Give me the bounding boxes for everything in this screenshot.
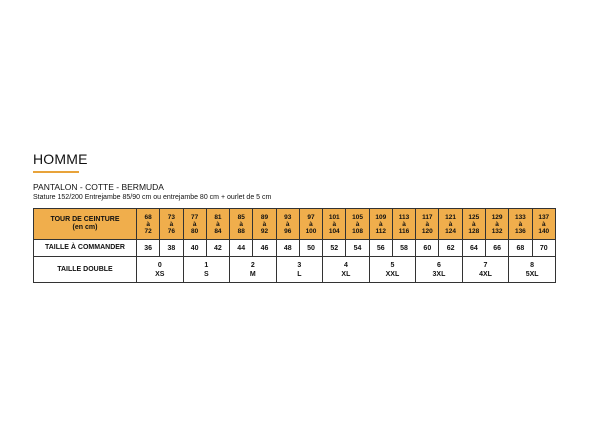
order-size-cell: 40 bbox=[183, 240, 206, 257]
waist-range-sep: à bbox=[541, 220, 546, 228]
order-size-cell: 42 bbox=[206, 240, 229, 257]
double-size-num: 1 bbox=[204, 261, 209, 269]
waist-range-sep: à bbox=[309, 220, 313, 228]
waist-range-sep: à bbox=[518, 220, 523, 228]
waist-range-to: 116 bbox=[398, 227, 410, 235]
waist-range-to: 140 bbox=[538, 227, 550, 235]
waist-range-from: 93 bbox=[284, 213, 292, 221]
waist-range-to: 132 bbox=[491, 227, 503, 235]
waist-range-sep: à bbox=[402, 220, 406, 228]
waist-label-line2: (en cm) bbox=[72, 224, 98, 231]
order-size-cell: 36 bbox=[137, 240, 160, 257]
order-size-cell: 64 bbox=[462, 240, 485, 257]
waist-range-cell bbox=[346, 209, 369, 240]
order-size-cell: 46 bbox=[253, 240, 276, 257]
double-size-size: S bbox=[203, 270, 209, 278]
double-size-cell bbox=[509, 257, 556, 283]
waist-range-from: 125 bbox=[468, 213, 480, 221]
double-size-size: 4XL bbox=[479, 270, 492, 278]
order-label: TAILLE À COMMANDER bbox=[34, 240, 137, 257]
waist-range-to: 76 bbox=[167, 227, 176, 235]
order-size-cell: 60 bbox=[416, 240, 439, 257]
waist-range-cell bbox=[276, 209, 299, 240]
waist-range-to: 92 bbox=[260, 227, 269, 235]
order-size-cell: 38 bbox=[160, 240, 183, 257]
waist-range-cell bbox=[206, 209, 229, 240]
waist-range-cell bbox=[416, 209, 439, 240]
double-size-cell bbox=[230, 257, 277, 283]
order-size-cell: 70 bbox=[532, 240, 555, 257]
double-size-cell bbox=[137, 257, 184, 283]
waist-range-from: 97 bbox=[307, 213, 315, 221]
waist-range-cell bbox=[299, 209, 322, 240]
waist-range-from: 89 bbox=[260, 213, 269, 221]
waist-range-from: 73 bbox=[167, 213, 176, 221]
double-label: TAILLE DOUBLE bbox=[34, 257, 137, 283]
order-size-cell: 54 bbox=[346, 240, 369, 257]
title-underline bbox=[33, 171, 79, 173]
waist-range-sep: à bbox=[285, 220, 290, 228]
waist-range-to: 128 bbox=[468, 227, 480, 235]
waist-range-sep: à bbox=[262, 220, 267, 228]
waist-range-from: 77 bbox=[191, 213, 199, 221]
waist-range-from: 133 bbox=[514, 213, 526, 221]
waist-range-sep: à bbox=[332, 220, 337, 228]
double-size-num: 5 bbox=[390, 261, 395, 269]
waist-range-sep: à bbox=[448, 220, 453, 228]
double-size-cell bbox=[369, 257, 416, 283]
waist-range-sep: à bbox=[355, 220, 360, 228]
order-size-cell: 52 bbox=[323, 240, 346, 257]
double-size-size: 5XL bbox=[525, 270, 539, 278]
waist-range-to: 84 bbox=[214, 227, 222, 235]
size-table bbox=[33, 208, 556, 283]
waist-range-from: 101 bbox=[328, 213, 340, 221]
double-size-cell bbox=[183, 257, 230, 283]
waist-label-line1: TOUR DE CEINTURE bbox=[50, 216, 120, 223]
double-size-cell bbox=[276, 257, 323, 283]
waist-range-to: 88 bbox=[237, 227, 245, 235]
waist-range-from: 68 bbox=[144, 213, 152, 221]
order-size-cell: 44 bbox=[230, 240, 253, 257]
waist-range-from: 113 bbox=[398, 213, 410, 221]
waist-range-cell bbox=[323, 209, 346, 240]
double-size-num: 8 bbox=[530, 261, 535, 269]
waist-range-from: 109 bbox=[375, 213, 387, 221]
double-size-size: M bbox=[249, 270, 256, 278]
waist-range-to: 112 bbox=[375, 227, 387, 235]
waist-range-cell bbox=[439, 209, 462, 240]
double-size-size: XS bbox=[155, 270, 165, 278]
waist-range-sep: à bbox=[425, 220, 430, 228]
waist-label bbox=[34, 209, 137, 240]
double-size-cell bbox=[416, 257, 463, 283]
double-size-cell bbox=[323, 257, 370, 283]
measurement-note: Stature 152/200 Entrejambe 85/90 cm ou entrejambe 80 cm + ourlet de 5 cm bbox=[33, 194, 272, 201]
double-size-size: L bbox=[297, 270, 302, 278]
order-size-cell: 48 bbox=[276, 240, 299, 257]
waist-range-sep: à bbox=[169, 220, 174, 228]
product-subtitle: PANTALON - COTTE - BERMUDA bbox=[33, 182, 164, 192]
waist-range-cell bbox=[509, 209, 532, 240]
double-size-num: 0 bbox=[157, 261, 162, 269]
waist-range-sep: à bbox=[216, 220, 220, 228]
waist-range-from: 117 bbox=[422, 213, 433, 221]
waist-range-cell bbox=[532, 209, 555, 240]
waist-range-cell bbox=[230, 209, 253, 240]
waist-range-sep: à bbox=[146, 220, 150, 228]
double-size-size: XL bbox=[341, 270, 351, 278]
double-size-num: 2 bbox=[250, 261, 255, 269]
table-row-order bbox=[34, 240, 556, 257]
waist-range-from: 137 bbox=[538, 213, 550, 221]
waist-range-to: 104 bbox=[328, 227, 340, 235]
double-size-size: XXL bbox=[385, 270, 400, 278]
order-size-cell: 68 bbox=[509, 240, 532, 257]
waist-range-cell bbox=[392, 209, 415, 240]
waist-range-sep: à bbox=[378, 220, 383, 228]
waist-range-from: 85 bbox=[237, 213, 245, 221]
waist-range-cell bbox=[369, 209, 392, 240]
waist-range-to: 136 bbox=[514, 227, 526, 235]
waist-range-sep: à bbox=[495, 220, 499, 228]
order-size-cell: 62 bbox=[439, 240, 462, 257]
order-size-cell: 66 bbox=[485, 240, 508, 257]
waist-range-cell bbox=[183, 209, 206, 240]
table-row-waist bbox=[34, 209, 556, 240]
waist-range-to: 96 bbox=[284, 227, 292, 235]
double-size-num: 4 bbox=[343, 261, 348, 269]
double-size-num: 6 bbox=[437, 261, 441, 269]
waist-range-to: 120 bbox=[421, 227, 433, 235]
waist-range-sep: à bbox=[192, 220, 197, 228]
double-size-size: 3XL bbox=[432, 270, 446, 278]
waist-range-to: 72 bbox=[144, 227, 152, 235]
waist-range-cell bbox=[160, 209, 183, 240]
waist-range-cell bbox=[137, 209, 160, 240]
waist-range-to: 108 bbox=[352, 227, 363, 235]
waist-range-from: 129 bbox=[491, 213, 503, 221]
waist-range-to: 124 bbox=[445, 227, 457, 235]
waist-range-from: 105 bbox=[352, 213, 363, 221]
waist-range-cell bbox=[485, 209, 508, 240]
double-size-num: 7 bbox=[483, 261, 488, 269]
order-size-cell: 50 bbox=[299, 240, 322, 257]
table-row-double bbox=[34, 257, 556, 283]
double-size-cell bbox=[462, 257, 509, 283]
waist-range-to: 80 bbox=[191, 227, 199, 235]
waist-range-sep: à bbox=[239, 220, 243, 228]
waist-range-to: 100 bbox=[305, 227, 317, 235]
waist-range-sep: à bbox=[472, 220, 476, 228]
order-size-cell: 56 bbox=[369, 240, 392, 257]
waist-range-cell bbox=[462, 209, 485, 240]
page-title: HOMME bbox=[33, 151, 88, 167]
waist-range-from: 121 bbox=[445, 213, 457, 221]
double-size-num: 3 bbox=[297, 261, 302, 269]
waist-range-from: 81 bbox=[214, 213, 222, 221]
order-size-cell: 58 bbox=[392, 240, 415, 257]
waist-range-cell bbox=[253, 209, 276, 240]
